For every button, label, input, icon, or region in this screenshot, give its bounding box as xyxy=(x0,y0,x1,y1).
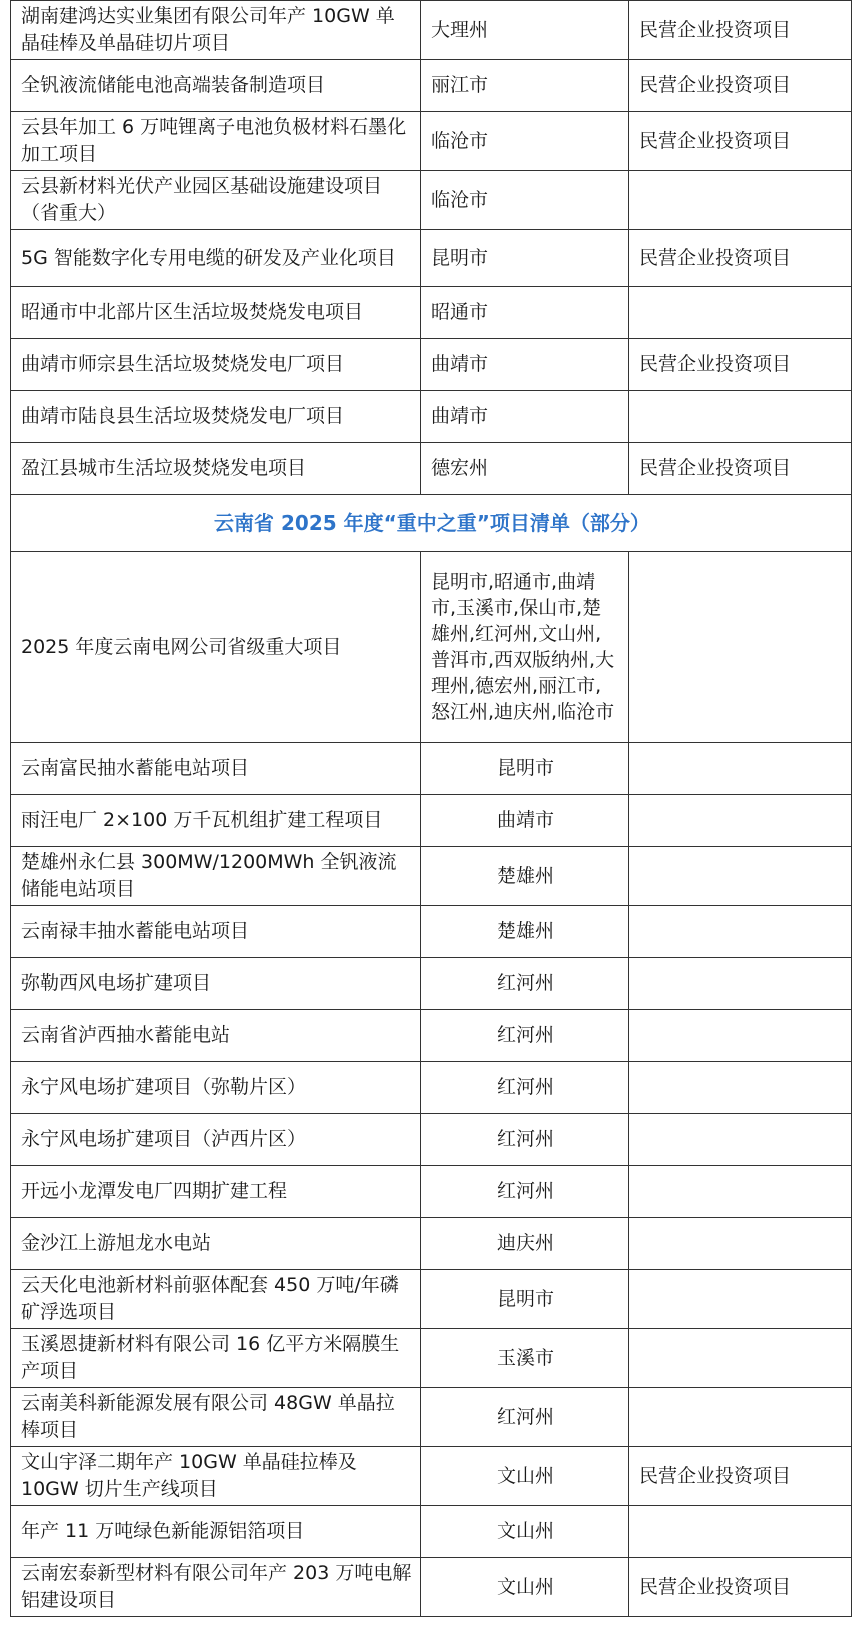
table-row xyxy=(11,743,852,795)
project-name: 云南禄丰抽水蓄能电站项目 xyxy=(11,906,421,958)
project-name: 永宁风电场扩建项目（泸西片区） xyxy=(11,1114,421,1166)
project-name: 永宁风电场扩建项目（弥勒片区） xyxy=(11,1062,421,1114)
project-type xyxy=(629,795,852,847)
table-row xyxy=(11,443,852,495)
project-region: 昆明市 xyxy=(421,230,629,287)
project-region: 曲靖市 xyxy=(421,339,629,391)
project-region: 丽江市 xyxy=(421,60,629,112)
project-region: 楚雄州 xyxy=(421,906,629,958)
project-region: 红河州 xyxy=(421,958,629,1010)
project-type: 民营企业投资项目 xyxy=(629,1558,852,1617)
project-type xyxy=(629,287,852,339)
project-type xyxy=(629,1062,852,1114)
project-region: 文山州 xyxy=(421,1447,629,1506)
table-row xyxy=(11,230,852,287)
project-name: 云县年加工 6 万吨锂离子电池负极材料石墨化加工项目 xyxy=(11,112,421,171)
project-type xyxy=(629,391,852,443)
project-name: 文山宇泽二期年产 10GW 单晶硅拉棒及 10GW 切片生产线项目 xyxy=(11,1447,421,1506)
project-region: 大理州 xyxy=(421,1,629,60)
table-row xyxy=(11,339,852,391)
project-name: 昭通市中北部片区生活垃圾焚烧发电项目 xyxy=(11,287,421,339)
project-name: 曲靖市陆良县生活垃圾焚烧发电厂项目 xyxy=(11,391,421,443)
project-name: 雨汪电厂 2×100 万千瓦机组扩建工程项目 xyxy=(11,795,421,847)
project-name: 楚雄州永仁县 300MW/1200MWh 全钒液流储能电站项目 xyxy=(11,847,421,906)
project-name: 玉溪恩捷新材料有限公司 16 亿平方米隔膜生产项目 xyxy=(11,1329,421,1388)
project-region: 昆明市,昭通市,曲靖市,玉溪市,保山市,楚雄州,红河州,文山州,普洱市,西双版纳州,大理州,德宏州,丽江市,怒江州,迪庆州,临沧市 xyxy=(421,552,629,743)
table-row xyxy=(11,1062,852,1114)
project-name: 云南富民抽水蓄能电站项目 xyxy=(11,743,421,795)
project-region: 文山州 xyxy=(421,1506,629,1558)
project-name: 曲靖市师宗县生活垃圾焚烧发电厂项目 xyxy=(11,339,421,391)
table-row xyxy=(11,1447,852,1506)
table-row xyxy=(11,112,852,171)
table-row xyxy=(11,60,852,112)
project-type: 民营企业投资项目 xyxy=(629,1447,852,1506)
table-row xyxy=(11,287,852,339)
table-row xyxy=(11,1329,852,1388)
project-name: 5G 智能数字化专用电缆的研发及产业化项目 xyxy=(11,230,421,287)
project-name: 年产 11 万吨绿色新能源铝箔项目 xyxy=(11,1506,421,1558)
table-row xyxy=(11,171,852,230)
project-region: 迪庆州 xyxy=(421,1218,629,1270)
project-type xyxy=(629,1114,852,1166)
project-type xyxy=(629,906,852,958)
project-type xyxy=(629,552,852,743)
project-region: 临沧市 xyxy=(421,171,629,230)
table-row xyxy=(11,1506,852,1558)
project-type: 民营企业投资项目 xyxy=(629,443,852,495)
project-region: 红河州 xyxy=(421,1114,629,1166)
project-type: 民营企业投资项目 xyxy=(629,60,852,112)
project-name: 云南宏泰新型材料有限公司年产 203 万吨电解铝建设项目 xyxy=(11,1558,421,1617)
project-name: 2025 年度云南电网公司省级重大项目 xyxy=(11,552,421,743)
project-region: 红河州 xyxy=(421,1388,629,1447)
project-type xyxy=(629,1218,852,1270)
table-row xyxy=(11,1166,852,1218)
project-region: 昭通市 xyxy=(421,287,629,339)
project-region: 玉溪市 xyxy=(421,1329,629,1388)
table-row xyxy=(11,1,852,60)
project-name: 云南美科新能源发展有限公司 48GW 单晶拉棒项目 xyxy=(11,1388,421,1447)
project-region: 临沧市 xyxy=(421,112,629,171)
project-region: 红河州 xyxy=(421,1062,629,1114)
table-row xyxy=(11,552,852,743)
project-name: 盈江县城市生活垃圾焚烧发电项目 xyxy=(11,443,421,495)
section-title: 云南省 2025 年度“重中之重”项目清单（部分） xyxy=(11,495,852,552)
project-name: 开远小龙潭发电厂四期扩建工程 xyxy=(11,1166,421,1218)
section-title-row xyxy=(11,495,852,552)
project-region: 德宏州 xyxy=(421,443,629,495)
table-row xyxy=(11,1218,852,1270)
project-type xyxy=(629,958,852,1010)
project-type xyxy=(629,1010,852,1062)
table-row xyxy=(11,1270,852,1329)
project-name: 弥勒西风电场扩建项目 xyxy=(11,958,421,1010)
table-row xyxy=(11,1114,852,1166)
project-region: 红河州 xyxy=(421,1010,629,1062)
project-type: 民营企业投资项目 xyxy=(629,339,852,391)
project-name: 云南省泸西抽水蓄能电站 xyxy=(11,1010,421,1062)
project-name: 湖南建鸿达实业集团有限公司年产 10GW 单晶硅棒及单晶硅切片项目 xyxy=(11,1,421,60)
table-row xyxy=(11,847,852,906)
table-row xyxy=(11,391,852,443)
table-row xyxy=(11,1558,852,1617)
project-type: 民营企业投资项目 xyxy=(629,112,852,171)
table-row xyxy=(11,906,852,958)
project-type xyxy=(629,743,852,795)
project-name: 云县新材料光伏产业园区基础设施建设项目（省重大） xyxy=(11,171,421,230)
project-type: 民营企业投资项目 xyxy=(629,1,852,60)
project-type xyxy=(629,171,852,230)
project-region: 红河州 xyxy=(421,1166,629,1218)
project-region: 昆明市 xyxy=(421,1270,629,1329)
table-row xyxy=(11,1010,852,1062)
project-region: 曲靖市 xyxy=(421,391,629,443)
project-type xyxy=(629,1329,852,1388)
project-type: 民营企业投资项目 xyxy=(629,230,852,287)
project-name: 全钒液流储能电池高端装备制造项目 xyxy=(11,60,421,112)
table-row xyxy=(11,795,852,847)
project-type xyxy=(629,1388,852,1447)
table-row xyxy=(11,1388,852,1447)
project-region: 昆明市 xyxy=(421,743,629,795)
project-type xyxy=(629,847,852,906)
project-type xyxy=(629,1166,852,1218)
project-name: 云天化电池新材料前驱体配套 450 万吨/年磷矿浮选项目 xyxy=(11,1270,421,1329)
project-region: 文山州 xyxy=(421,1558,629,1617)
project-name: 金沙江上游旭龙水电站 xyxy=(11,1218,421,1270)
project-region: 楚雄州 xyxy=(421,847,629,906)
project-type xyxy=(629,1506,852,1558)
project-type xyxy=(629,1270,852,1329)
project-table xyxy=(10,0,852,1617)
project-region: 曲靖市 xyxy=(421,795,629,847)
table-row xyxy=(11,958,852,1010)
